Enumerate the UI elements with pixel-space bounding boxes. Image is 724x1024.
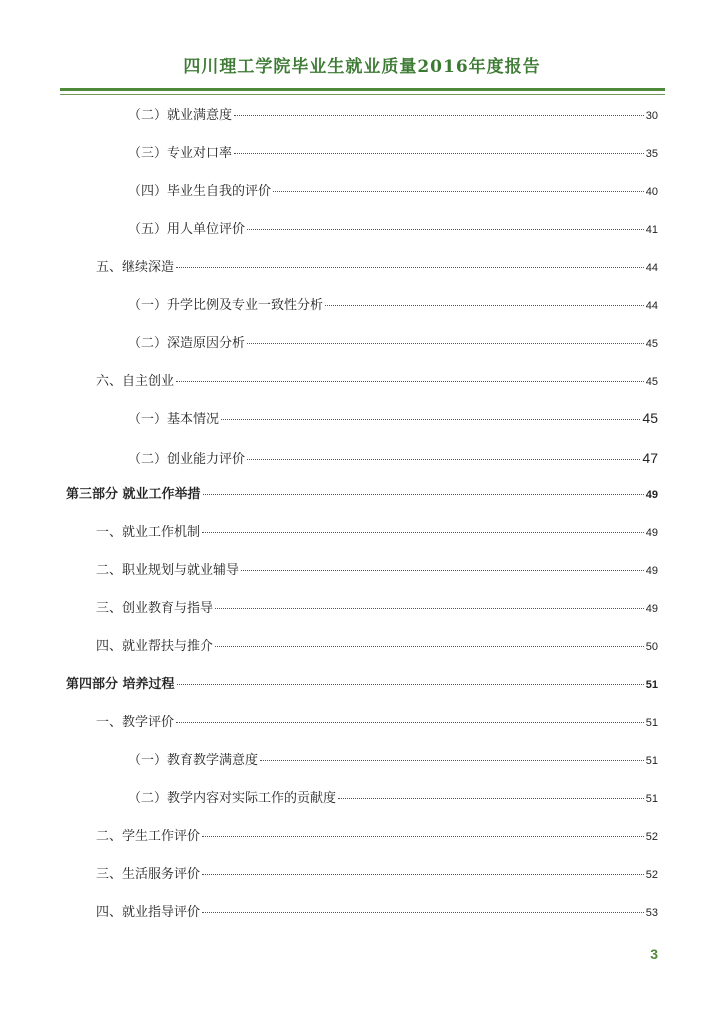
toc-entry-page: 47 [642, 450, 658, 466]
report-header-title: 四川理工学院毕业生就业质量2016年度报告 [183, 57, 541, 77]
toc-entry-page: 30 [645, 110, 658, 122]
toc-dot-leader [260, 760, 644, 761]
toc-entry[interactable] [128, 410, 658, 428]
toc-entry-page: 44 [645, 300, 658, 312]
toc-dot-leader [241, 570, 644, 571]
toc-entry-label: （二）教学内容对实际工作的贡献度 [128, 791, 337, 806]
toc-entry[interactable] [96, 525, 658, 541]
toc-entry[interactable] [128, 222, 658, 238]
toc-entry-label: 一、教学评价 [96, 715, 175, 730]
toc-entry-label: 四、就业指导评价 [96, 905, 201, 920]
toc-entry-label: （二）创业能力评价 [128, 452, 246, 467]
toc-entry-label: （一）基本情况 [128, 412, 220, 427]
toc-dot-leader [176, 381, 644, 382]
toc-entry[interactable] [66, 677, 658, 693]
toc-entry-page: 49 [645, 489, 658, 501]
toc-entry-label: 二、职业规划与就业辅导 [96, 563, 240, 578]
toc-dot-leader [234, 115, 644, 116]
toc-entry-page: 49 [645, 527, 658, 539]
toc-entry[interactable] [128, 336, 658, 352]
toc-entry[interactable] [66, 487, 658, 503]
toc-dot-leader [247, 343, 644, 344]
toc-dot-leader [177, 684, 644, 685]
toc-entry-page: 35 [645, 148, 658, 160]
toc-dot-leader [176, 267, 644, 268]
toc-entry-page: 51 [645, 755, 658, 767]
toc-entry-label: 第三部分 就业工作举措 [66, 487, 201, 502]
toc-entry-page: 41 [645, 224, 658, 236]
toc-entry-label: 三、创业教育与指导 [96, 601, 214, 616]
toc-entry-label: 一、就业工作机制 [96, 525, 201, 540]
toc-entry-label: 三、生活服务评价 [96, 867, 201, 882]
toc-entry[interactable] [128, 108, 658, 124]
toc-entry[interactable] [128, 753, 658, 769]
toc-dot-leader [202, 912, 644, 913]
toc-dot-leader [247, 459, 640, 460]
toc-entry[interactable] [128, 184, 658, 200]
toc-dot-leader [202, 836, 644, 837]
toc-entry-label: （一）教育教学满意度 [128, 753, 259, 768]
toc-dot-leader [273, 191, 644, 192]
toc-entry[interactable] [96, 260, 658, 276]
toc-entry[interactable] [128, 298, 658, 314]
toc-entry-label: （二）深造原因分析 [128, 336, 246, 351]
page-number: 3 [650, 946, 658, 962]
toc-entry-label: 二、学生工作评价 [96, 829, 201, 844]
toc-entry[interactable] [96, 374, 658, 390]
toc-entry-label: （四）毕业生自我的评价 [128, 184, 272, 199]
toc-dot-leader [221, 419, 640, 420]
toc-entry-page: 40 [645, 186, 658, 198]
toc-entry-label: （五）用人单位评价 [128, 222, 246, 237]
toc-entry[interactable] [96, 829, 658, 845]
toc-dot-leader [215, 608, 644, 609]
toc-entry-page: 50 [645, 641, 658, 653]
toc-entry-label: 第四部分 培养过程 [66, 677, 175, 692]
toc-entry[interactable] [96, 639, 658, 655]
toc-entry[interactable] [128, 450, 658, 468]
toc-entry-page: 51 [645, 679, 658, 691]
toc-entry[interactable] [96, 563, 658, 579]
toc-entry[interactable] [128, 146, 658, 162]
toc-entry[interactable] [96, 867, 658, 883]
toc-entry-page: 53 [645, 907, 658, 919]
toc-entry-page: 52 [645, 831, 658, 843]
toc-entry-label: （一）升学比例及专业一致性分析 [128, 298, 324, 313]
toc-entry-page: 49 [645, 603, 658, 615]
toc-entry[interactable] [128, 791, 658, 807]
toc-entry-page: 45 [645, 338, 658, 350]
toc-dot-leader [325, 305, 644, 306]
toc-dot-leader [247, 229, 644, 230]
toc-dot-leader [202, 874, 644, 875]
toc-entry-page: 44 [645, 262, 658, 274]
toc-entry[interactable] [96, 905, 658, 921]
toc-entry-label: 五、继续深造 [96, 260, 175, 275]
toc-entry-label: （三）专业对口率 [128, 146, 233, 161]
toc-entry-page: 45 [642, 410, 658, 426]
toc-entry-page: 52 [645, 869, 658, 881]
toc-dot-leader [215, 646, 644, 647]
toc-dot-leader [338, 798, 644, 799]
toc-entry[interactable] [96, 601, 658, 617]
toc-entry-page: 51 [645, 793, 658, 805]
toc-entry-label: （二）就业满意度 [128, 108, 233, 123]
toc-entry-label: 四、就业帮扶与推介 [96, 639, 214, 654]
toc-entry-page: 51 [645, 717, 658, 729]
toc-entry[interactable] [96, 715, 658, 731]
toc-entry-label: 六、自主创业 [96, 374, 175, 389]
toc-dot-leader [176, 722, 644, 723]
toc-dot-leader [203, 494, 644, 495]
toc-dot-leader [202, 532, 644, 533]
toc-entry-page: 45 [645, 376, 658, 388]
toc-dot-leader [234, 153, 644, 154]
toc-entry-page: 49 [645, 565, 658, 577]
